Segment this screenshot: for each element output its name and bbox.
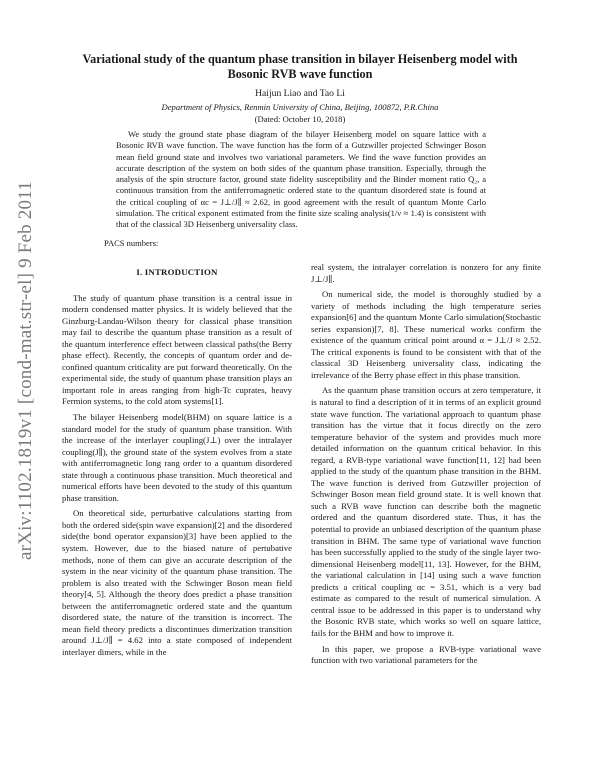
abstract: We study the ground state phase diagram of the bilayer Heisenberg model on square lattice with a Bosonic RVB wave function. The wave function has the form of a Gutzwiller projected Schwinger Boson mean field ground state and involves two variational parameters. We find the wave function provides an accurate description of the system on both sides of the quantum phase transition. Especially, through the analysis of the spin structure factor, ground state fidelity susceptibility and the Binder moment ratio Q₂, a continuous transition from the antiferromagnetic ordered state to the quantum disordered state is found at the critical coupling of αc = J⊥/J∥ ≈ 2.62, in good agreement with the result of quantum Monte Carlo simulation. The critical exponent estimated from the finite size scaling analysis(1/ν ≈ 1.4) is consistent with that of the classical 3D Heisenberg universality class. [116, 129, 486, 230]
affiliation: Department of Physics, Renmin University of China, Beijing, 100872, P.R.China [161, 102, 439, 112]
arxiv-stamp: arXiv:1102.1819v1 [cond-mat.str-el] 9 Feb 2011 [15, 181, 36, 560]
pacs-numbers: PACS numbers: [104, 238, 159, 248]
right-column [311, 262, 541, 671]
paper-title: Variational study of the quantum phase transition in bilayer Heisenberg model with Bosonic RVB wave function [82, 52, 518, 81]
authors: Haijun Liao and Tao Li [255, 88, 345, 99]
paragraph: The study of quantum phase transition is a central issue in modern condensed matter physics. It is widely believed that the Ginzburg-Landau-Wilson theory for classical phase transition may fail to describe the quantum phase transition as a result of the quantum interference effect between classical paths(the Berry phase effect). Recently, the concepts of quantum order and de-confined quantum criticality are put forward theoretically. On the experimental side, the study of quantum phase transition plays an important role in areas ranging from high-Tc cuprates, heavy Fermion systems, to the cold atom systems[1]. [62, 292, 292, 407]
left-column [62, 264, 292, 663]
date-line: (Dated: October 10, 2018) [254, 114, 346, 124]
paragraph: On theoretical side, perturbative calculations starting from both the ordered side(spin wave expansion)[2] and the disordered side(the bond operator expansion)[3] have been applied to the system. However, due to the biased nature of pertubative methods, none of them can give an accurate description of the system in the near vicinity of the quantum phase transition. The problem is also treated with the Schwinger Boson mean field theory[4, 5]. Although the theory does predict a phase transition between the antiferromagnetic ordered state and the quantum disordered state, the nature of the transition is incorrect. The mean field theory predicts a discontinues dimerization transition around J⊥/J∥ = 4.62 into a state composed of independent interlayer dimers, while in the [62, 508, 292, 657]
paragraph: On numerical side, the model is thoroughly studied by a variety of methods including the high temperature series expansion[6] and the quantum Monte Carlo simulation(Stochastic series expansion)[7, 8]. These numerical works confirm the existence of the quantum critical point around α = J⊥/J ≈ 2.52. The critical exponents is found to be consistent with that of the classical 3D Heisenberg universality class, indicating the irrelevance of the Berry phase effect in this phase transition. [311, 289, 541, 380]
paragraph: The bilayer Heisenberg model(BHM) on square lattice is a standard model for the study of quantum phase transition. With the increase of the interlayer coupling(J⊥) over the intralayer coupling(J∥), the ground state of the system evolves from a state with antiferromagnetic long rang order to a quantum disordered state through a continuous phase transition. Much theoretical and numerical efforts have been devoted to the study of this quantum phase transition. [62, 412, 292, 503]
paragraph: As the quantum phase transition occurs at zero temperature, it is natural to find a description of it in terms of an explicit ground state wave function. The variational approach to quantum phase transition has the virtue that it focus directly on the zero temperature behavior of the system and provides much more detailed information on the quantum critical behavior. In this regard, a RVB-type variational wave function[11, 12] had been applied to the study of the quantum phase transition in the BHM. The wave function is derived from Gutzwiller projection of Schwinger Boson mean field ground state. It is well known that such a RVB wave function can describe both the magnetic ordered and the quantum disordered state. Thus, it has the potential to provide an unbiased description of the quantum phase transition in BHM. The same type of variational wave function has been successfully applied to the study of the single layer two-dimensional Heisenberg model[11, 13]. However, for the BHM, the variational calculation in [14] using such a wave function predicts a critical coupling αc = 3.51, which is a very bad estimate as compared to the result of numerical simulation. A central issue to be addressed in this paper is to understand why the Bosonic RVB state, which works so well on square lattice, fails for the BHM and how to improve it. [311, 385, 541, 638]
paragraph: In this paper, we propose a RVB-type variational wave function with two variational parameters for the [311, 643, 541, 666]
paragraph: real system, the intralayer correlation is nonzero for any finite J⊥/J∥. [311, 262, 541, 284]
section-heading: I. INTRODUCTION [136, 267, 218, 277]
